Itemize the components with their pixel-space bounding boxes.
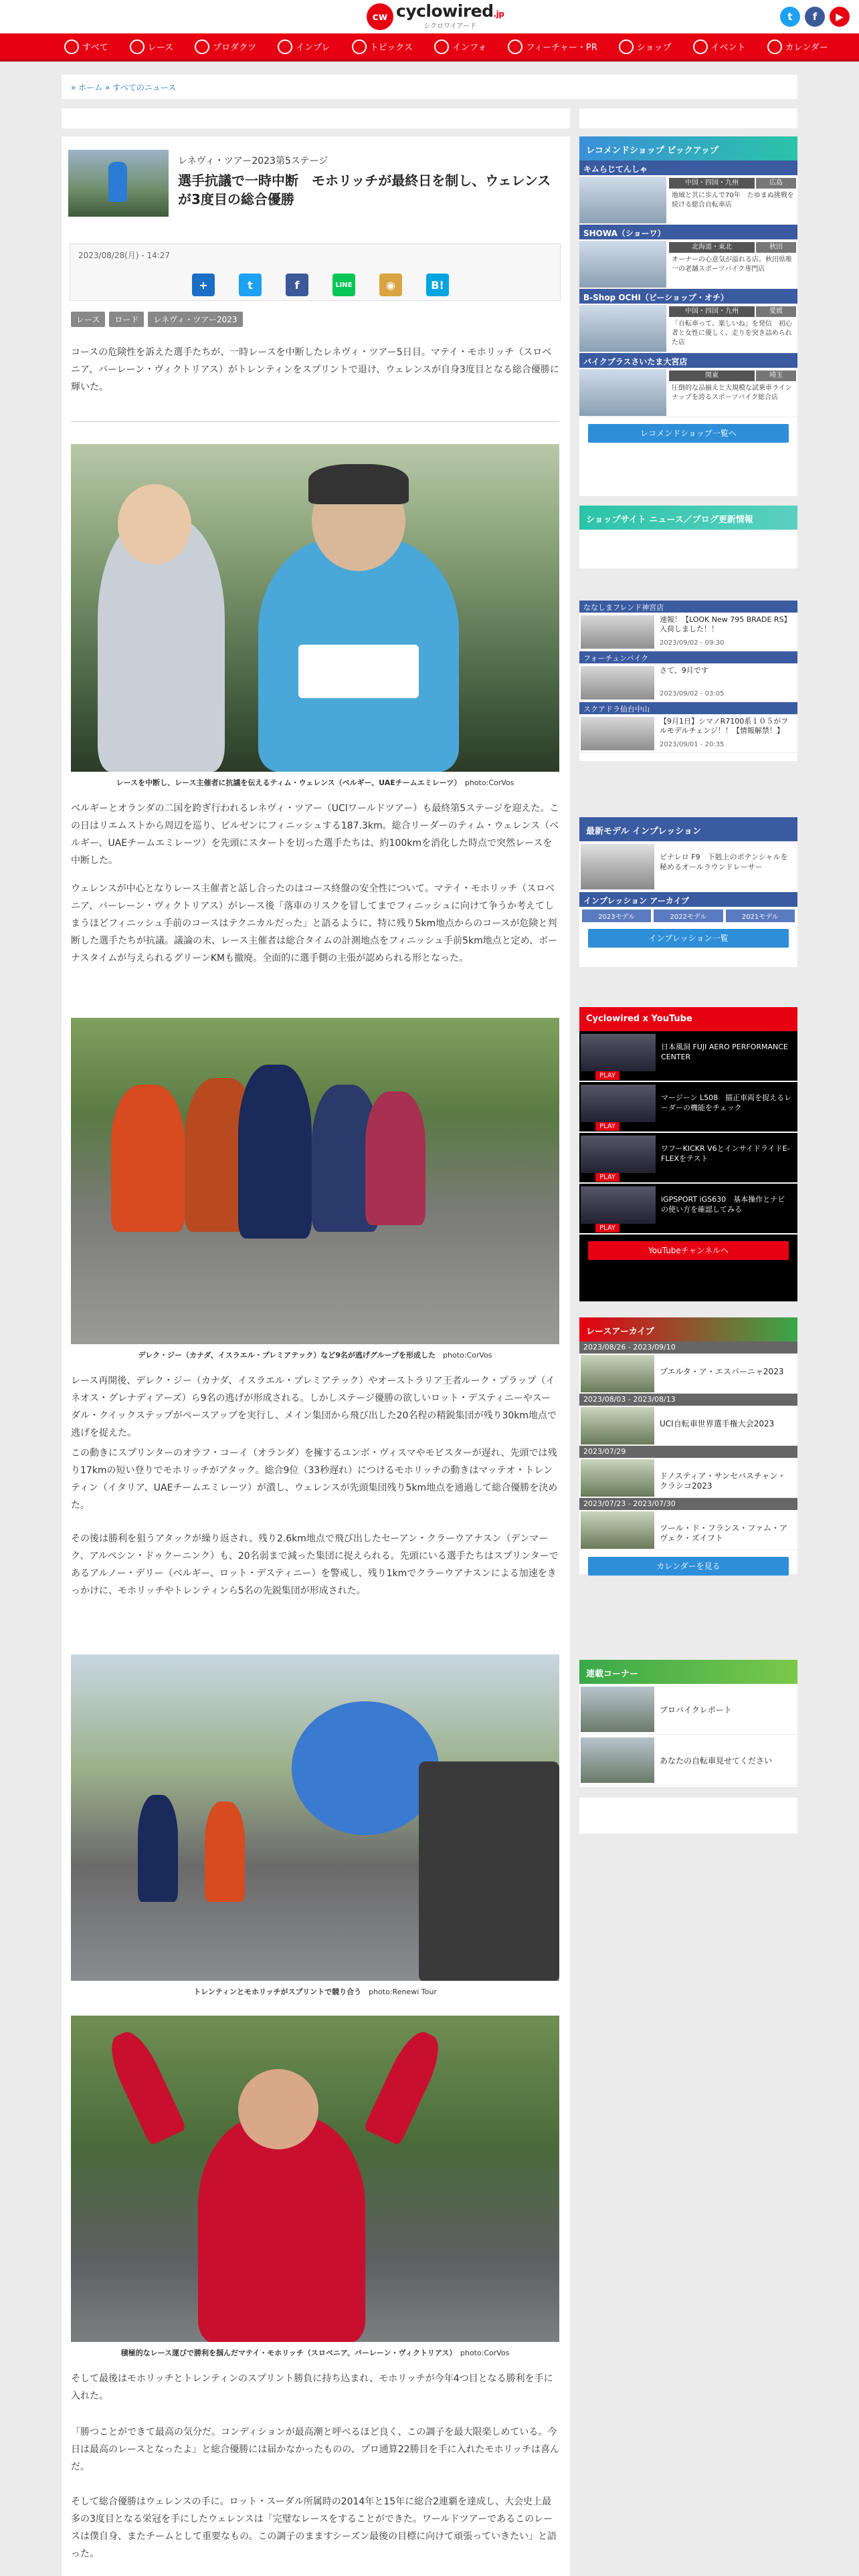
shop-item[interactable]: SHOWA（ショーワ） 北海道・東北 秋田 オーナーの心意気が溢れる店。秋田県唯一の老舗スポーツバイク専門店 xyxy=(579,225,797,289)
shop-item[interactable]: バイクプラスさいたま大宮店 関東 埼玉 圧倒的な品揃えと大規模な試乗車ラインナップを誇るスポーツバイク総合店 xyxy=(579,353,797,417)
breadcrumb[interactable]: » ホーム » すべてのニュース xyxy=(62,75,797,99)
shop-list-button[interactable]: レコメンドショップ一覧へ xyxy=(588,424,789,443)
article-thumbnail xyxy=(68,150,169,217)
nav-item-calendar[interactable]: カレンダー xyxy=(767,39,828,54)
video-thumbnail xyxy=(581,1136,656,1173)
race-icon xyxy=(130,39,145,54)
news-image xyxy=(581,717,654,750)
twitter-share-icon[interactable]: t xyxy=(239,274,262,296)
youtube-box xyxy=(579,1007,797,1301)
shop-image xyxy=(579,241,666,288)
site-logo[interactable] xyxy=(367,3,504,31)
paragraph-7: 「勝つことができて最高の気分だ。コンディションが最高潮と呼べるほど良く、この調子を最大限楽しめている。今日は最高のレースとなったよ」と総合優勝には届かなかったものの、プロ通算22勝目を手に入れたモホリッチは喜んだ。 xyxy=(71,2427,559,2472)
paragraph-6: そして最後はモホリッチとトレンティンのスプリント勝負に持ち込まれ、モホリッチが今年4つ目となる勝利を手に入れた。 xyxy=(71,2373,553,2401)
news-image xyxy=(581,615,654,649)
nav-item-feature[interactable]: フィーチャー・PR xyxy=(508,39,597,54)
series-header: 連載コーナー xyxy=(579,1660,797,1684)
article-meta xyxy=(70,243,561,301)
social-links xyxy=(780,7,850,27)
article-date: 2023/08/28(月) - 14:27 xyxy=(78,251,171,260)
topics-icon xyxy=(352,39,367,54)
series-image xyxy=(581,1737,654,1783)
archive-image xyxy=(581,1407,654,1444)
paragraph-5: その後は勝利を狙うアタックが繰り返され、残り2.6km地点で飛び出したセーアン・クラーウアナスン（デンマーク、アルペシン・ドゥクーニンク）も、20名弱まで減った集団に捉えられる。先頭にいる選手たちはスプリンターであるアルノー・デリー（ベルギー、ロット・デスティニー）を警戒し、残り1kmでクラーウアナスンによる加速をきっかけに、モホリッチやトレンティンら5名の先鋭集団が形成された。 xyxy=(71,1533,559,1596)
shop-image xyxy=(579,305,666,352)
video-thumbnail xyxy=(581,1085,656,1122)
calendar-button[interactable]: カレンダーを見る xyxy=(588,1557,789,1576)
nav-item-products[interactable]: プロダクツ xyxy=(195,39,256,54)
video-item[interactable]: PLAY 日本風洞 FUJI AERO PERFORMANCE CENTER xyxy=(579,1031,797,1082)
tag-road[interactable]: ロード xyxy=(109,312,144,327)
shop-image xyxy=(579,369,666,416)
tag-renewi[interactable]: レネヴィ・ツアー2023 xyxy=(148,312,242,327)
logo-tld: .jp xyxy=(493,9,504,19)
year-2021[interactable]: 2021モデル xyxy=(726,909,795,922)
series-image xyxy=(581,1687,654,1732)
site-header xyxy=(0,0,859,33)
caption-4: 積極的なレース運びで勝利を掴んだマテイ・モホリッチ（スロベニア、バーレーン・ヴィクトリアス） photo:CorVos xyxy=(120,2349,510,2357)
photo-winner[interactable] xyxy=(71,2016,559,2342)
article-tags xyxy=(71,312,243,327)
news-item[interactable]: スクアドラ仙台中山 【9月1日】シマノR7100系１０５がフルモデルチェンジ！！【情報解禁！】 2023/09/01 - 20:35 xyxy=(579,702,797,753)
race-archive-header: レースアーカイブ xyxy=(579,1317,797,1341)
play-icon: PLAY xyxy=(595,1224,619,1232)
recommend-shops xyxy=(579,136,797,496)
article-header xyxy=(68,144,563,222)
shop-image xyxy=(579,177,666,223)
archive-image xyxy=(581,1459,654,1497)
article-series: レネヴィ・ツアー2023第5ステージ xyxy=(178,156,328,167)
impression-box xyxy=(579,817,797,967)
all-icon xyxy=(64,39,79,54)
race-archive xyxy=(579,1317,797,1574)
paragraph-4: この動きにスプリンターのオラフ・コーイ（オランダ）を擁するユンボ・ヴィスマやモビスターが遅れ、先頭では残り17kmの短い登りでモホリッチがアタック。総合9位（33秒遅れ）につけるモホリッチの動きはマッテオ・トレンティン（イタリア、UAEチームエミレーツ）が潰し、ウェレンスが先頭集団残り5km地点を通過して総合優勝を決めた。 xyxy=(71,1448,558,1511)
share-buttons xyxy=(192,274,449,296)
photo-protest[interactable] xyxy=(71,444,559,772)
photo-breakaway[interactable] xyxy=(71,1018,559,1344)
video-thumbnail xyxy=(581,1034,656,1071)
caption-1: レースを中断し、レース主催者に抗議を伝えるティム・ウェレンス（ベルギー、UAEチームエミレーツ） photo:CorVos xyxy=(116,778,514,787)
main-nav xyxy=(0,33,859,62)
paragraph-2: ウェレンスが中心となりレース主催者と話し合ったのはコース終盤の安全性について。マテイ・モホリッチ（スロベニア、バーレーン・ヴィクトリアス）がレース後「落車のリスクを冒してまでフィニッシュに向けて争うか考えてしまうほどフィニッシュ手前のコースはテクニカルだった」と語るように、特に残り5km地点からのコースが危険と判断した選手たちが抗議。議論の末、レース主催者は総合タイムの計測地点をフィニッシュ手前5km地点と定め、ボーナスタイムが与えられるグリーンKMも撤廃。全面的に選手側の主張が認められる形となった。 xyxy=(71,883,558,964)
facebook-share-icon[interactable]: f xyxy=(286,274,308,296)
impression-header: 最新モデル インプレッション xyxy=(579,817,797,841)
recommend-shops-header: レコメンドショップ ピックアップ xyxy=(579,136,797,160)
caption-2: デレク・ジー（カナダ、イスラエル・プレミアテック）など9名が逃げグループを形成した photo:CorVos xyxy=(138,1351,492,1360)
video-thumbnail xyxy=(581,1186,656,1224)
impression-item[interactable]: ピナレロ F9 下剋上のポテンシャルを秘めるオールラウンドレーサー xyxy=(579,841,797,892)
series-item[interactable]: あなたの自転車見せてください xyxy=(579,1735,797,1786)
nav-item-impression[interactable]: インプレ xyxy=(278,39,330,54)
impression-years xyxy=(579,907,797,925)
nav-item-topics[interactable]: トピックス xyxy=(352,39,413,54)
video-item[interactable]: PLAY iGPSPORT iGS630 基本操作とナビの使い方を確認してみる xyxy=(579,1184,797,1235)
event-icon xyxy=(693,39,708,54)
news-header: ショップサイト ニュース／ブログ更新情報 xyxy=(579,506,797,530)
impression-image xyxy=(581,844,654,889)
year-2023[interactable]: 2023モデル xyxy=(582,909,651,922)
paragraph-8: そして総合優勝はウェレンスの手に。ロット・スーダル所属時の2014年と15年に総合2連覇を達成し、大会史上最多の3度目となる栄冠を手にしたウェレンスは「完璧なレースをすることができた。ワールドツアーであるこのレースは僕自身、またチームとして重要なもの。この調子のまますシーズン最後の目標に向けて頑張っていきたい」と語った。 xyxy=(71,2496,557,2559)
logo-sub: シクロワイアード xyxy=(423,23,477,30)
archive-item[interactable]: 2023/07/29 ドノスティア・サンセバスチャン・クラシコ2023 xyxy=(579,1446,797,1498)
nav-item-all[interactable]: すべて xyxy=(64,39,108,54)
ad-box-bottom xyxy=(579,1798,797,1834)
youtube-channel-button[interactable]: YouTubeチャンネルへ xyxy=(588,1241,789,1260)
info-icon xyxy=(434,39,449,54)
article-main xyxy=(62,136,570,2576)
impression-list-button[interactable]: インプレッション一覧 xyxy=(588,929,789,948)
archive-item[interactable]: 2023/07/23 - 2023/07/30 ツール・ド・フランス・ファム・アヴェク・ズイフト xyxy=(579,1498,797,1550)
caption-3: トレンティンとモホリッチがスプリントで競り合う photo:Renewi Tour xyxy=(193,1988,437,1996)
play-icon: PLAY xyxy=(595,1071,619,1080)
hatena-share-icon[interactable]: B! xyxy=(426,274,449,296)
twitter-icon[interactable]: t xyxy=(780,7,800,27)
news-item[interactable]: ななしまフレンド神宮店 速報！【LOOK New 795 BRADE RS】入荷しました！！ 2023/09/02 - 09:30 xyxy=(579,601,797,651)
feature-icon xyxy=(508,39,522,54)
news-header-box xyxy=(579,506,797,568)
video-item[interactable]: PLAY ワフーKICKR V6とインサイドライドE-FLEXをテスト xyxy=(579,1133,797,1184)
play-icon: PLAY xyxy=(595,1122,619,1131)
impression-archive-header: インプレッション アーカイブ xyxy=(579,892,797,907)
line-share-icon[interactable]: LINE xyxy=(332,274,355,296)
paragraph-3: レース再開後、デレク・ジー（カナダ、イスラエル・プレミアテック）やオーストラリア王者ルーク・プラップ（イネオス・グレナディアーズ）ら9名の逃げが形成される。しかしステージ優勝の欲しいロット・デスティニーやスーダル・クイックステップがペースアップを実行し、メイン集団から飛び出した20名程の精鋭集団が残り30km地点で逃げを捉えた。 xyxy=(71,1376,557,1438)
archive-image xyxy=(581,1511,654,1549)
news-image xyxy=(581,666,654,700)
nav-item-info[interactable]: インフォ xyxy=(434,39,486,54)
youtube-icon[interactable]: ▶ xyxy=(830,7,850,27)
play-icon: PLAY xyxy=(595,1173,619,1182)
video-item[interactable]: PLAY マージーン L508 描正車両を捉えるレーダーの機能をチェック xyxy=(579,1082,797,1133)
archive-image xyxy=(581,1355,654,1392)
year-2022[interactable]: 2022モデル xyxy=(654,909,723,922)
nav-item-shop[interactable]: ショップ xyxy=(619,39,672,54)
tag-race[interactable]: レース xyxy=(71,312,105,327)
divider xyxy=(71,421,559,422)
facebook-icon[interactable]: f xyxy=(805,7,825,27)
photo-sprint[interactable] xyxy=(71,1654,559,1981)
calendar-icon xyxy=(767,39,782,54)
plus-share-icon[interactable]: + xyxy=(192,274,215,296)
youtube-header: Cyclowired x YouTube xyxy=(579,1007,797,1031)
archive-item[interactable]: 2023/08/26 - 2023/09/10 ブエルタ・ア・エスパーニャ2023 xyxy=(579,1341,797,1394)
series-item[interactable]: プロバイクレポート xyxy=(579,1684,797,1735)
nav-item-race[interactable]: レース xyxy=(130,39,173,54)
products-icon xyxy=(195,39,209,54)
logo-name: cyclowired xyxy=(396,1,494,21)
shop-item[interactable]: キムらじてんしゃ 中国・四国・九州 広島 地域と共に歩んで70年 たゆまぬ挑戦を続ける総合自転車店 xyxy=(579,160,797,225)
paragraph-1: ベルギーとオランダの二国を跨ぎ行われるレネヴィ・ツアー（UCIワールドツアー）も最終第5ステージを迎えた。この日はリエムストから周辺を巡り、ビルゼンにフィニッシュする187.3km。総合リーダーのティム・ウェレンス（ベルギー、UAEチームエミレーツ）を先頭にスタートを切った選手たちは、約100kmを消化した時点で突然レースを中断した。 xyxy=(71,803,559,866)
shop-news xyxy=(579,601,797,761)
article-lead: コースの危険性を訴えた選手たちが、一時レースを中断したレネヴィ・ツアー5日目。マテイ・モホリッチ（スロベニア、バーレーン・ヴィクトリアス）がトレンティンをスプリントで退け、ウェレンスが自身3度目となる総合優勝に輝いた。 xyxy=(71,347,559,393)
pocket-share-icon[interactable]: ◉ xyxy=(379,274,402,296)
ad-banner-side xyxy=(579,108,797,128)
shop-item[interactable]: B-Shop OCHI（ビーショップ・オチ） 中国・四国・九州 愛媛 「自転車って、楽しいね」を発信 初心者と女性に優しく、走りを突き詰められた店 xyxy=(579,289,797,353)
series-corner xyxy=(579,1660,797,1787)
logo-mark: cw xyxy=(367,3,393,30)
impression-icon xyxy=(278,39,292,54)
ad-banner xyxy=(62,108,570,128)
nav-item-event[interactable]: イベント xyxy=(693,39,746,54)
archive-item[interactable]: 2023/08/03 - 2023/08/13 UCI自転車世界選手権大会2023 xyxy=(579,1394,797,1446)
news-item[interactable]: フォーチュンバイク さて、9月です 2023/09/02 - 03:05 xyxy=(579,651,797,702)
article-title: 選手抗議で一時中断 モホリッチが最終日を制し、ウェレンスが3度目の総合優勝 xyxy=(178,173,551,207)
shop-icon xyxy=(619,39,634,54)
